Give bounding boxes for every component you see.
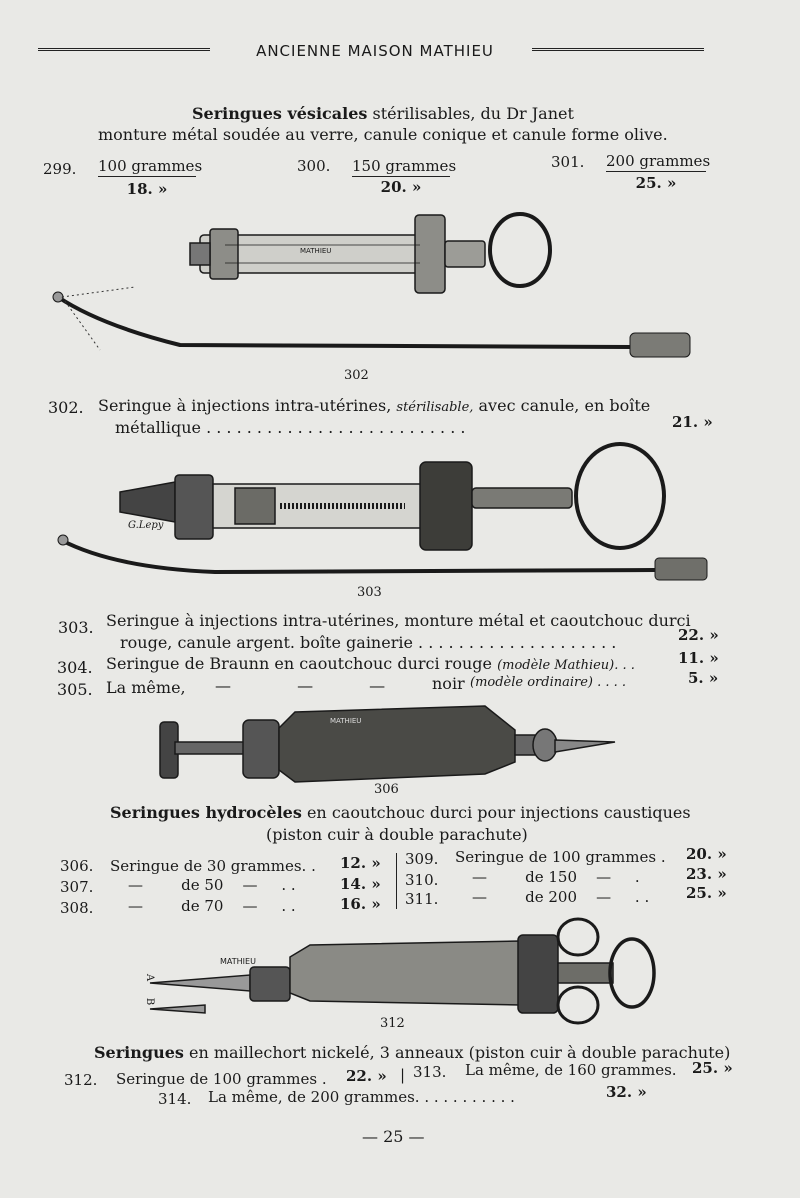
section2-subline: (piston cuir à double parachute)	[266, 825, 528, 844]
item-302-text-b: avec canule, en boîte	[478, 396, 651, 415]
header-rule-left	[38, 48, 210, 51]
figure-306-syringe-illustration	[155, 700, 625, 790]
section3-heading-bold: Seringues	[94, 1043, 184, 1062]
section2-heading-bold: Seringues hydrocèles	[110, 803, 302, 822]
item-314-label: La même, de 200 grammes. . . . . . . . . . .	[208, 1088, 515, 1106]
item-309-label: Seringue de 100 grammes .	[455, 848, 666, 866]
figure-303-label: 303	[357, 585, 382, 600]
item-312-label: Seringue de 100 grammes .	[116, 1070, 327, 1088]
item-303-price: 22. »	[678, 626, 719, 644]
item-302-italic: stérilisable,	[396, 400, 474, 415]
item-300-label: 150 grammes	[352, 157, 457, 175]
item-303-line2: rouge, canule argent. boîte gainerie . . . . . . . . . . . . . . . . . . . .	[120, 633, 617, 652]
item-299-number: 299.	[43, 160, 77, 178]
figure-306-label: 306	[374, 782, 399, 797]
figure-312-mark: MATHIEU	[220, 957, 256, 966]
item-306-price: 12. »	[340, 854, 381, 872]
section2-heading	[110, 803, 691, 822]
item-311-label: — de 200 — . .	[472, 888, 650, 906]
item-311-price: 25. »	[686, 884, 727, 902]
item-313-number: 313.	[413, 1063, 447, 1081]
section1-heading	[192, 104, 574, 123]
item-305-dashes: — — —	[215, 676, 386, 695]
item-304-price: 11. »	[678, 649, 719, 667]
item-306-number: 306.	[60, 857, 94, 875]
item-314-price: 32. »	[606, 1083, 647, 1101]
figure-312-syringe-illustration	[140, 915, 670, 1025]
section3-heading-rest: en maillechort nickelé, 3 anneaux (piston cuir à double parachute)	[188, 1043, 731, 1062]
item-302-text	[98, 396, 650, 415]
item-314-number: 314.	[158, 1090, 192, 1108]
item-313-label: La même, de 160 grammes.	[465, 1061, 677, 1079]
item-310-number: 310.	[405, 871, 439, 889]
item-305-italic: (modèle ordinaire) . . . .	[470, 675, 627, 690]
item-312-313-separator: |	[400, 1066, 406, 1084]
page-number: — 25 —	[362, 1127, 425, 1146]
figure-306-mark: MATHIEU	[330, 717, 362, 725]
item-304-line: Seringue de Braunn en caoutchouc durci rouge	[106, 654, 492, 673]
section2-heading-rest: en caoutchouc durci pour injections caustiques	[306, 803, 691, 822]
item-303-number: 303.	[58, 618, 94, 637]
item-308-label: — de 70 — . .	[128, 897, 296, 915]
item-310-label: — de 150 — .	[472, 868, 640, 886]
item-305-price: 5. »	[688, 669, 719, 687]
figure-302-syringe-illustration	[40, 205, 710, 365]
header-rule-right	[532, 48, 704, 51]
item-309-number: 309.	[405, 850, 439, 868]
item-311-number: 311.	[405, 890, 439, 908]
item-299-price: 18. »	[126, 180, 168, 198]
page-header	[0, 40, 800, 66]
item-313-price: 25. »	[692, 1059, 733, 1077]
figure-303-syringe-illustration	[55, 440, 715, 585]
item-304-text	[106, 654, 635, 673]
figure-312-letter-a: A	[144, 973, 156, 982]
item-302-text-a: Seringue à injections intra-utérines,	[98, 396, 392, 415]
figure-312-label: 312	[380, 1016, 405, 1031]
section1-heading-rest: stérilisables, du Dr Janet	[372, 104, 574, 123]
item-307-label: — de 50 — . .	[128, 876, 296, 894]
item-306-label: Seringue de 30 grammes. .	[110, 857, 316, 875]
item-310-price: 23. »	[686, 865, 727, 883]
figure-302-label: 302	[344, 368, 369, 383]
item-308-price: 16. »	[340, 895, 381, 913]
item-300-number: 300.	[297, 157, 331, 175]
section1-subline: monture métal soudée au verre, canule conique et canule forme olive.	[98, 125, 668, 144]
item-300-price: 20. »	[380, 178, 422, 196]
item-302-price: 21. »	[672, 413, 713, 431]
item-299-label: 100 grammes	[98, 157, 203, 175]
figure-302-mark: MATHIEU	[300, 247, 332, 255]
item-301-price: 25. »	[635, 174, 677, 192]
figure-312-letter-b: B	[144, 997, 156, 1006]
item-309-price: 20. »	[686, 845, 727, 863]
item-301-number: 301.	[551, 153, 585, 171]
item-305-line: La même,	[106, 678, 186, 697]
section1-heading-bold: Seringues vésicales	[192, 104, 368, 123]
item-302-line2: métallique . . . . . . . . . . . . . . . . . . . . . . . . . .	[115, 418, 466, 437]
item-305-word: noir	[432, 674, 465, 693]
header-title: ANCIENNE MAISON MATHIEU	[256, 42, 494, 60]
item-302-number: 302.	[48, 398, 84, 417]
item-304-number: 304.	[57, 658, 93, 677]
item-307-number: 307.	[60, 878, 94, 896]
item-308-number: 308.	[60, 899, 94, 917]
item-301-label: 200 grammes	[606, 152, 711, 170]
section3-heading	[94, 1043, 730, 1062]
item-303-line1: Seringue à injections intra-utérines, monture métal et caoutchouc durci	[106, 611, 691, 630]
figure-303-signature: G.Lepy	[128, 520, 164, 531]
item-307-price: 14. »	[340, 875, 381, 893]
item-305-number: 305.	[57, 680, 93, 699]
item-304-italic: (modèle Mathieu). . .	[497, 658, 635, 673]
item-312-number: 312.	[64, 1071, 98, 1089]
column-divider	[396, 853, 397, 909]
item-312-price: 22. »	[346, 1067, 387, 1085]
